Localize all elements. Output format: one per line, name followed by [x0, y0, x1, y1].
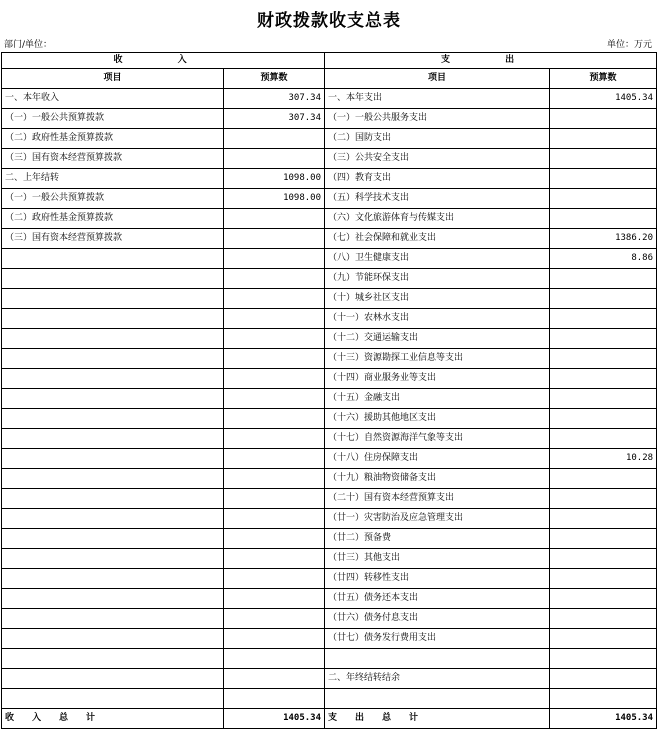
- expense-value-cell: [550, 329, 657, 349]
- income-item-cell: [2, 309, 224, 329]
- table-row: [2, 269, 657, 289]
- expense-item-cell: （十五）金融支出: [325, 389, 550, 409]
- income-value-cell: [224, 509, 325, 529]
- expense-item-cell: 一、本年支出: [325, 89, 550, 109]
- table-row: [2, 349, 657, 369]
- income-item-cell: 二、上年结转: [2, 169, 224, 189]
- expense-value-cell: [550, 149, 657, 169]
- income-value-cell: [224, 529, 325, 549]
- expense-item-cell: （五）科学技术支出: [325, 189, 550, 209]
- income-item-cell: [2, 269, 224, 289]
- income-value-cell: [224, 249, 325, 269]
- income-value-cell: [224, 269, 325, 289]
- expense-value-cell: 1405.34: [550, 89, 657, 109]
- expense-value-cell: [550, 269, 657, 289]
- income-section-header: 收 入: [2, 53, 325, 69]
- column-header-row: [2, 69, 657, 89]
- expense-value-cell: [550, 549, 657, 569]
- expense-value-cell: 1386.20: [550, 229, 657, 249]
- income-value-cell: [224, 429, 325, 449]
- table-row: [2, 529, 657, 549]
- income-item-cell: [2, 289, 224, 309]
- expense-item-cell: [325, 689, 550, 709]
- unit-label: 单位：万元: [606, 40, 652, 50]
- table-row: [2, 569, 657, 589]
- expense-value-cell: [550, 349, 657, 369]
- income-value-cell: [224, 649, 325, 669]
- expense-item-cell: （四）教育支出: [325, 169, 550, 189]
- income-value-cell: [224, 609, 325, 629]
- income-value-cell: 1098.00: [224, 169, 325, 189]
- table-row: [2, 309, 657, 329]
- income-item-cell: [2, 429, 224, 449]
- table-row: [2, 149, 657, 169]
- income-item-cell: [2, 509, 224, 529]
- department-label: 部门/单位：: [4, 40, 53, 50]
- income-item-cell: （三）国有资本经营预算拨款: [2, 149, 224, 169]
- income-item-cell: [2, 689, 224, 709]
- expense-section-header: 支 出: [325, 53, 657, 69]
- income-value-cell: [224, 289, 325, 309]
- table-row: [2, 169, 657, 189]
- expense-value-cell: [550, 569, 657, 589]
- income-value-cell: [224, 149, 325, 169]
- expense-value-cell: [550, 409, 657, 429]
- page-title: 财政拨款收支总表: [257, 11, 401, 31]
- expense-value-cell: [550, 289, 657, 309]
- income-value-cell: [224, 489, 325, 509]
- income-item-cell: [2, 449, 224, 469]
- expense-value-cell: [550, 169, 657, 189]
- table-row: [2, 129, 657, 149]
- expense-item-cell: （十八）住房保障支出: [325, 449, 550, 469]
- income-total-label: 收入总计: [2, 709, 224, 729]
- income-item-cell: [2, 329, 224, 349]
- expense-value-cell: [550, 489, 657, 509]
- table-row: [2, 669, 657, 689]
- table-row: [2, 289, 657, 309]
- income-item-cell: [2, 549, 224, 569]
- expense-total-label: 支出总计: [325, 709, 550, 729]
- table-row: [2, 89, 657, 109]
- table-row: [2, 449, 657, 469]
- expense-item-cell: （廿二）预备费: [325, 529, 550, 549]
- expense-value-cell: [550, 209, 657, 229]
- expense-item-cell: （十九）粮油物资储备支出: [325, 469, 550, 489]
- table-row: [2, 249, 657, 269]
- income-value-cell: [224, 589, 325, 609]
- income-value-cell: [224, 549, 325, 569]
- expense-budget-header: 预算数: [550, 69, 657, 89]
- table-row: [2, 549, 657, 569]
- table-row: [2, 429, 657, 449]
- expense-value-cell: [550, 689, 657, 709]
- table-row: [2, 489, 657, 509]
- income-value-cell: [224, 669, 325, 689]
- income-item-cell: [2, 589, 224, 609]
- table-row: [2, 209, 657, 229]
- table-row: [2, 609, 657, 629]
- expense-item-cell: （十）城乡社区支出: [325, 289, 550, 309]
- table-row: [2, 369, 657, 389]
- expense-item-cell: （廿六）债务付息支出: [325, 609, 550, 629]
- income-value-cell: [224, 229, 325, 249]
- section-header-row: [2, 53, 657, 69]
- expense-item-cell: （十七）自然资源海洋气象等支出: [325, 429, 550, 449]
- expense-item-header: 项目: [325, 69, 550, 89]
- table-row: [2, 649, 657, 669]
- expense-value-cell: [550, 669, 657, 689]
- expense-item-cell: （廿一）灾害防治及应急管理支出: [325, 509, 550, 529]
- expense-item-cell: （十二）交通运输支出: [325, 329, 550, 349]
- income-value-cell: [224, 469, 325, 489]
- expense-item-cell: （廿三）其他支出: [325, 549, 550, 569]
- income-value-cell: [224, 629, 325, 649]
- expense-item-cell: （六）文化旅游体育与传媒支出: [325, 209, 550, 229]
- income-value-cell: [224, 369, 325, 389]
- expense-item-cell: [325, 649, 550, 669]
- income-item-cell: [2, 529, 224, 549]
- expense-value-cell: [550, 429, 657, 449]
- income-item-cell: [2, 609, 224, 629]
- income-item-cell: [2, 489, 224, 509]
- income-item-cell: （一）一般公共预算拨款: [2, 189, 224, 209]
- expense-value-cell: [550, 189, 657, 209]
- expense-value-cell: [550, 609, 657, 629]
- income-item-cell: 一、本年收入: [2, 89, 224, 109]
- expense-item-cell: （一）一般公共服务支出: [325, 109, 550, 129]
- expense-item-cell: （八）卫生健康支出: [325, 249, 550, 269]
- income-item-cell: （一）一般公共预算拨款: [2, 109, 224, 129]
- income-item-cell: [2, 669, 224, 689]
- table-row: [2, 189, 657, 209]
- expense-total-value: 1405.34: [550, 709, 657, 729]
- expense-item-cell: （十三）资源勘探工业信息等支出: [325, 349, 550, 369]
- table-row: [2, 689, 657, 709]
- expense-value-cell: [550, 509, 657, 529]
- expense-value-cell: [550, 109, 657, 129]
- income-value-cell: [224, 209, 325, 229]
- income-value-cell: [224, 309, 325, 329]
- income-item-cell: （二）政府性基金预算拨款: [2, 129, 224, 149]
- expense-value-cell: 8.86: [550, 249, 657, 269]
- expense-item-cell: （十一）农林水支出: [325, 309, 550, 329]
- expense-value-cell: [550, 529, 657, 549]
- table-row: [2, 629, 657, 649]
- income-item-header: 项目: [2, 69, 224, 89]
- table-row: [2, 409, 657, 429]
- expense-value-cell: 10.28: [550, 449, 657, 469]
- expense-item-cell: （九）节能环保支出: [325, 269, 550, 289]
- expense-item-cell: （七）社会保障和就业支出: [325, 229, 550, 249]
- expense-item-cell: （二）国防支出: [325, 129, 550, 149]
- table-row: [2, 329, 657, 349]
- income-item-cell: [2, 249, 224, 269]
- income-budget-header: 预算数: [224, 69, 325, 89]
- income-value-cell: [224, 329, 325, 349]
- expense-item-cell: （廿四）转移性支出: [325, 569, 550, 589]
- table-row: [2, 509, 657, 529]
- income-item-cell: [2, 569, 224, 589]
- expense-item-cell: （二十）国有资本经营预算支出: [325, 489, 550, 509]
- income-value-cell: [224, 689, 325, 709]
- income-item-cell: [2, 409, 224, 429]
- income-item-cell: （三）国有资本经营预算拨款: [2, 229, 224, 249]
- income-item-cell: （二）政府性基金预算拨款: [2, 209, 224, 229]
- expense-value-cell: [550, 309, 657, 329]
- table-row: [2, 229, 657, 249]
- budget-summary-table: [1, 52, 657, 729]
- expense-value-cell: [550, 589, 657, 609]
- income-item-cell: [2, 629, 224, 649]
- expense-value-cell: [550, 129, 657, 149]
- income-item-cell: [2, 649, 224, 669]
- income-value-cell: 1098.00: [224, 189, 325, 209]
- income-item-cell: [2, 369, 224, 389]
- income-value-cell: [224, 409, 325, 429]
- table-row: [2, 469, 657, 489]
- expense-value-cell: [550, 369, 657, 389]
- expense-item-cell: （廿五）债务还本支出: [325, 589, 550, 609]
- income-value-cell: [224, 129, 325, 149]
- income-value-cell: [224, 349, 325, 369]
- income-item-cell: [2, 349, 224, 369]
- expense-item-cell: （廿七）债务发行费用支出: [325, 629, 550, 649]
- table-row: [2, 389, 657, 409]
- expense-value-cell: [550, 649, 657, 669]
- expense-item-cell: 二、年终结转结余: [325, 669, 550, 689]
- income-value-cell: 307.34: [224, 109, 325, 129]
- income-value-cell: [224, 389, 325, 409]
- income-item-cell: [2, 389, 224, 409]
- expense-value-cell: [550, 389, 657, 409]
- expense-value-cell: [550, 469, 657, 489]
- income-value-cell: 307.34: [224, 89, 325, 109]
- expense-item-cell: （三）公共安全支出: [325, 149, 550, 169]
- income-item-cell: [2, 469, 224, 489]
- expense-item-cell: （十四）商业服务业等支出: [325, 369, 550, 389]
- expense-value-cell: [550, 629, 657, 649]
- income-value-cell: [224, 569, 325, 589]
- income-value-cell: [224, 449, 325, 469]
- table-row: [2, 109, 657, 129]
- expense-item-cell: （十六）援助其他地区支出: [325, 409, 550, 429]
- income-total-value: 1405.34: [224, 709, 325, 729]
- totals-row: [2, 709, 657, 729]
- table-row: [2, 589, 657, 609]
